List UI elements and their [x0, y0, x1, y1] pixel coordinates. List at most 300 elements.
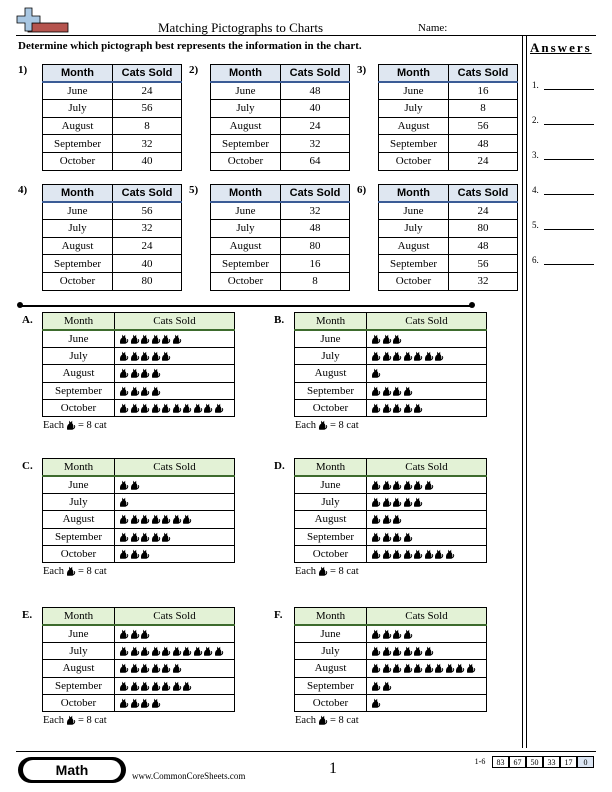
cat-icon — [161, 532, 171, 543]
key-prefix: Each — [295, 715, 316, 726]
cats-sold-header: Cats Sold — [281, 185, 350, 203]
month-cell: September — [43, 382, 115, 399]
cat-icons-cell — [115, 677, 235, 694]
answer-line[interactable] — [544, 124, 594, 125]
cats-sold-cell: 80 — [113, 272, 182, 290]
cats-sold-header: Cats Sold — [367, 608, 487, 625]
table-row — [43, 100, 182, 118]
cat-icon — [66, 715, 76, 726]
cat-icon — [403, 663, 413, 674]
table-row — [379, 220, 518, 238]
month-cell: July — [379, 100, 449, 118]
cats-sold-cell: 24 — [113, 82, 182, 100]
cat-icon — [434, 351, 444, 362]
cat-icons-cell — [115, 660, 235, 677]
question-number: 2) — [189, 64, 199, 76]
month-cell: August — [43, 365, 115, 382]
cat-icon — [371, 532, 381, 543]
month-cell: October — [43, 152, 113, 170]
month-cell: July — [43, 642, 115, 659]
key-prefix: Each — [43, 420, 64, 431]
table-row — [43, 365, 235, 382]
table-row — [379, 152, 518, 170]
table-row — [379, 100, 518, 118]
cat-icon — [140, 629, 150, 640]
table-row — [43, 347, 235, 364]
cat-icon — [151, 368, 161, 379]
table-row — [295, 330, 487, 347]
cat-icon — [172, 403, 182, 414]
answer-line[interactable] — [544, 159, 594, 160]
table-row — [43, 660, 235, 677]
chart-header-row — [211, 185, 350, 203]
table-row — [211, 152, 350, 170]
table-row — [43, 382, 235, 399]
answer-column-border — [522, 36, 523, 748]
option-label: E. — [22, 609, 33, 621]
cats-sold-cell: 32 — [113, 135, 182, 153]
table-row — [211, 100, 350, 118]
pictograph-key — [43, 715, 107, 726]
pictograph-header-row — [295, 459, 487, 476]
question-number: 3) — [357, 64, 367, 76]
cat-icon — [151, 386, 161, 397]
cat-icon — [66, 566, 76, 577]
pictograph-header-row — [295, 313, 487, 330]
table-row — [211, 82, 350, 100]
cat-icon — [119, 681, 129, 692]
table-row — [295, 545, 487, 562]
cats-sold-cell: 48 — [281, 220, 350, 238]
cat-icon — [151, 403, 161, 414]
month-cell: August — [295, 660, 367, 677]
cat-icon — [382, 629, 392, 640]
cat-icon — [424, 663, 434, 674]
cat-icons-cell — [115, 382, 235, 399]
cat-icon — [119, 532, 129, 543]
month-cell: October — [379, 152, 449, 170]
answers-title: Answers — [530, 40, 592, 55]
option-label: B. — [274, 314, 285, 326]
answer-line[interactable] — [544, 194, 594, 195]
cat-icon — [413, 403, 423, 414]
month-cell: June — [43, 476, 115, 493]
table-row — [43, 117, 182, 135]
cats-sold-cell: 40 — [113, 152, 182, 170]
cat-icon — [130, 681, 140, 692]
month-cell: July — [295, 493, 367, 510]
table-row — [211, 255, 350, 273]
cat-icon — [382, 480, 392, 491]
cat-icon — [382, 532, 392, 543]
table-row — [295, 642, 487, 659]
month-cell: August — [379, 117, 449, 135]
cats-sold-cell: 32 — [281, 135, 350, 153]
cat-icon — [140, 386, 150, 397]
cat-icon — [392, 514, 402, 525]
cat-icon — [151, 698, 161, 709]
table-row — [379, 202, 518, 220]
table-row — [43, 237, 182, 255]
table-row — [295, 382, 487, 399]
option-label: C. — [22, 460, 33, 472]
cat-icon — [403, 403, 413, 414]
cat-icon — [434, 663, 444, 674]
chart-header-row — [379, 185, 518, 203]
cat-icon — [130, 532, 140, 543]
cats-sold-header: Cats Sold — [449, 65, 518, 83]
data-chart-4 — [42, 184, 182, 291]
cat-icon — [382, 681, 392, 692]
table-row — [211, 202, 350, 220]
cat-icon — [214, 646, 224, 657]
question-number: 4) — [18, 184, 28, 196]
cats-sold-cell: 48 — [449, 237, 518, 255]
data-chart-3 — [378, 64, 518, 171]
cat-icon — [130, 698, 140, 709]
cat-icon — [403, 646, 413, 657]
month-cell: July — [43, 220, 113, 238]
cat-icons-cell — [367, 642, 487, 659]
cats-sold-cell: 16 — [449, 82, 518, 100]
cats-sold-cell: 8 — [113, 117, 182, 135]
cat-icon — [130, 351, 140, 362]
cats-sold-cell: 80 — [281, 237, 350, 255]
cat-icons-cell — [115, 330, 235, 347]
question-number: 1) — [18, 64, 28, 76]
month-cell: June — [295, 625, 367, 642]
cat-icon — [161, 514, 171, 525]
cat-icon — [151, 351, 161, 362]
month-cell: June — [43, 82, 113, 100]
answer-column-border-inner — [526, 36, 527, 748]
cat-icon — [424, 549, 434, 560]
cat-icon — [140, 663, 150, 674]
cats-sold-cell: 24 — [113, 237, 182, 255]
cat-icon — [140, 403, 150, 414]
month-cell: September — [379, 255, 449, 273]
cat-icon — [151, 681, 161, 692]
cat-icon — [140, 368, 150, 379]
question-number: 5) — [189, 184, 199, 196]
cat-icon — [382, 514, 392, 525]
cat-icons-cell — [367, 660, 487, 677]
cat-icon — [371, 334, 381, 345]
cat-icon — [382, 334, 392, 345]
month-cell: August — [211, 117, 281, 135]
cat-icon — [151, 663, 161, 674]
month-header: Month — [43, 65, 113, 83]
header-rule — [16, 35, 596, 36]
table-row — [43, 677, 235, 694]
cat-icon — [140, 351, 150, 362]
month-cell: September — [43, 255, 113, 273]
cat-icon — [371, 480, 381, 491]
pictograph-key — [295, 420, 359, 431]
cat-icon — [203, 646, 213, 657]
cat-icon — [371, 646, 381, 657]
table-row — [295, 493, 487, 510]
cat-icon — [466, 663, 476, 674]
cat-icon — [413, 663, 423, 674]
cats-sold-header: Cats Sold — [113, 65, 182, 83]
month-cell: July — [43, 100, 113, 118]
cat-icon — [392, 646, 402, 657]
table-row — [295, 511, 487, 528]
month-cell: September — [211, 255, 281, 273]
divider-dot-left — [17, 302, 23, 308]
cat-icons-cell — [367, 493, 487, 510]
cat-icon — [371, 386, 381, 397]
cat-icon — [403, 532, 413, 543]
table-row — [43, 82, 182, 100]
score-box: 33 — [543, 756, 560, 768]
table-row — [43, 511, 235, 528]
option-label: D. — [274, 460, 285, 472]
cat-icon — [392, 497, 402, 508]
cats-sold-header: Cats Sold — [367, 459, 487, 476]
month-header: Month — [43, 459, 115, 476]
table-row — [43, 694, 235, 711]
answer-line[interactable] — [544, 264, 594, 265]
cats-sold-cell: 56 — [449, 255, 518, 273]
cat-icon — [119, 629, 129, 640]
key-prefix: Each — [295, 566, 316, 577]
key-suffix: = 8 cat — [78, 715, 107, 726]
cat-icon — [130, 403, 140, 414]
cat-icon — [392, 629, 402, 640]
page-number: 1 — [329, 760, 337, 777]
cats-sold-cell: 24 — [449, 152, 518, 170]
answer-line[interactable] — [544, 229, 594, 230]
month-cell: June — [295, 330, 367, 347]
pictograph-c — [42, 458, 235, 563]
cat-icon — [371, 514, 381, 525]
month-cell: October — [211, 272, 281, 290]
score-box: 50 — [526, 756, 543, 768]
cat-icon — [161, 403, 171, 414]
cat-icon — [193, 646, 203, 657]
cats-sold-cell: 56 — [449, 117, 518, 135]
cat-icon — [151, 646, 161, 657]
cat-icon — [161, 334, 171, 345]
cats-sold-cell: 32 — [281, 202, 350, 220]
table-row — [295, 528, 487, 545]
pictograph-b — [294, 312, 487, 417]
cat-icon — [424, 480, 434, 491]
cat-icon — [130, 386, 140, 397]
cat-icon — [371, 681, 381, 692]
cat-icon — [130, 368, 140, 379]
cat-icons-cell — [115, 347, 235, 364]
cat-icon — [413, 351, 423, 362]
cats-sold-cell: 40 — [113, 255, 182, 273]
score-box: 83 — [492, 756, 509, 768]
cat-icon — [382, 549, 392, 560]
table-row — [379, 82, 518, 100]
month-cell: October — [295, 399, 367, 416]
month-cell: June — [211, 82, 281, 100]
cats-sold-cell: 40 — [281, 100, 350, 118]
month-cell: October — [295, 545, 367, 562]
cat-icon — [130, 334, 140, 345]
table-row — [211, 237, 350, 255]
cat-icons-cell — [367, 694, 487, 711]
month-cell: October — [379, 272, 449, 290]
key-prefix: Each — [43, 566, 64, 577]
cat-icon — [371, 497, 381, 508]
cat-icon — [371, 403, 381, 414]
month-header: Month — [43, 608, 115, 625]
cat-icon — [119, 514, 129, 525]
cat-icons-cell — [367, 545, 487, 562]
cats-sold-cell: 56 — [113, 202, 182, 220]
cat-icon — [424, 351, 434, 362]
cat-icons-cell — [367, 347, 487, 364]
month-cell: September — [295, 677, 367, 694]
data-chart-6 — [378, 184, 518, 291]
month-header: Month — [295, 313, 367, 330]
table-row — [211, 135, 350, 153]
score-box: 17 — [560, 756, 577, 768]
cat-icon — [445, 663, 455, 674]
option-label: A. — [22, 314, 33, 326]
month-cell: September — [379, 135, 449, 153]
cats-sold-cell: 48 — [449, 135, 518, 153]
cat-icon — [214, 403, 224, 414]
table-row — [43, 625, 235, 642]
table-row — [43, 545, 235, 562]
cat-icon — [193, 403, 203, 414]
month-cell: October — [43, 545, 115, 562]
pictograph-header-row — [43, 608, 235, 625]
month-cell: June — [43, 625, 115, 642]
cat-icons-cell — [367, 399, 487, 416]
score-box: 67 — [509, 756, 526, 768]
table-row — [295, 694, 487, 711]
key-suffix: = 8 cat — [330, 566, 359, 577]
table-row — [295, 625, 487, 642]
answer-number: 2. — [532, 115, 539, 125]
month-cell: July — [211, 100, 281, 118]
score-range: 1-6 — [474, 757, 486, 766]
cat-icon — [371, 629, 381, 640]
month-cell: September — [211, 135, 281, 153]
table-row — [295, 476, 487, 493]
key-prefix: Each — [43, 715, 64, 726]
cat-icon — [140, 549, 150, 560]
month-cell: July — [295, 347, 367, 364]
month-header: Month — [211, 65, 281, 83]
name-label: Name: — [418, 22, 448, 34]
month-header: Month — [211, 185, 281, 203]
table-row — [211, 220, 350, 238]
cat-icon — [392, 386, 402, 397]
table-row — [43, 152, 182, 170]
cat-icon — [371, 351, 381, 362]
table-row — [43, 202, 182, 220]
table-row — [43, 255, 182, 273]
cat-icon — [161, 663, 171, 674]
key-suffix: = 8 cat — [330, 715, 359, 726]
cats-sold-cell: 32 — [113, 220, 182, 238]
cat-icon — [392, 403, 402, 414]
month-cell: June — [43, 202, 113, 220]
cat-icon — [403, 480, 413, 491]
cat-icon — [161, 681, 171, 692]
month-cell: June — [379, 82, 449, 100]
cats-sold-header: Cats Sold — [449, 185, 518, 203]
cats-sold-header: Cats Sold — [115, 608, 235, 625]
cat-icon — [318, 420, 328, 431]
cat-icon — [371, 549, 381, 560]
cat-icon — [413, 549, 423, 560]
cat-icon — [119, 663, 129, 674]
table-row — [379, 237, 518, 255]
key-prefix: Each — [295, 420, 316, 431]
cat-icon — [424, 646, 434, 657]
key-suffix: = 8 cat — [330, 420, 359, 431]
table-row — [295, 347, 487, 364]
cat-icons-cell — [367, 382, 487, 399]
data-chart-1 — [42, 64, 182, 171]
score-box: 0 — [577, 756, 594, 768]
table-row — [43, 272, 182, 290]
cat-icon — [119, 497, 129, 508]
month-cell: October — [295, 694, 367, 711]
chart-header-row — [211, 65, 350, 83]
pictograph-a — [42, 312, 235, 417]
answer-number: 3. — [532, 150, 539, 160]
cat-icon — [161, 351, 171, 362]
cats-sold-cell: 80 — [449, 220, 518, 238]
data-chart-5 — [210, 184, 350, 291]
table-row — [379, 117, 518, 135]
data-chart-2 — [210, 64, 350, 171]
month-cell: August — [43, 237, 113, 255]
table-row — [295, 365, 487, 382]
chart-header-row — [379, 65, 518, 83]
answer-number: 1. — [532, 80, 539, 90]
cat-icon — [130, 514, 140, 525]
answer-line[interactable] — [544, 89, 594, 90]
month-cell: June — [211, 202, 281, 220]
cat-icon — [403, 351, 413, 362]
cat-icon — [119, 549, 129, 560]
cat-icons-cell — [115, 365, 235, 382]
website-text: www.CommonCoreSheets.com — [132, 771, 246, 781]
cat-icon — [371, 368, 381, 379]
month-header: Month — [43, 185, 113, 203]
cat-icon — [318, 566, 328, 577]
month-cell: October — [43, 399, 115, 416]
cat-icon — [403, 629, 413, 640]
month-cell: June — [379, 202, 449, 220]
cat-icons-cell — [367, 625, 487, 642]
cat-icon — [66, 420, 76, 431]
cat-icon — [318, 715, 328, 726]
month-cell: August — [295, 511, 367, 528]
cats-sold-header: Cats Sold — [367, 313, 487, 330]
cat-icon — [382, 646, 392, 657]
cat-icon — [382, 403, 392, 414]
cat-icon — [151, 334, 161, 345]
cat-icon — [151, 514, 161, 525]
month-cell: October — [211, 152, 281, 170]
cat-icons-cell — [115, 694, 235, 711]
divider-dot-right — [469, 302, 475, 308]
cat-icons-cell — [115, 511, 235, 528]
